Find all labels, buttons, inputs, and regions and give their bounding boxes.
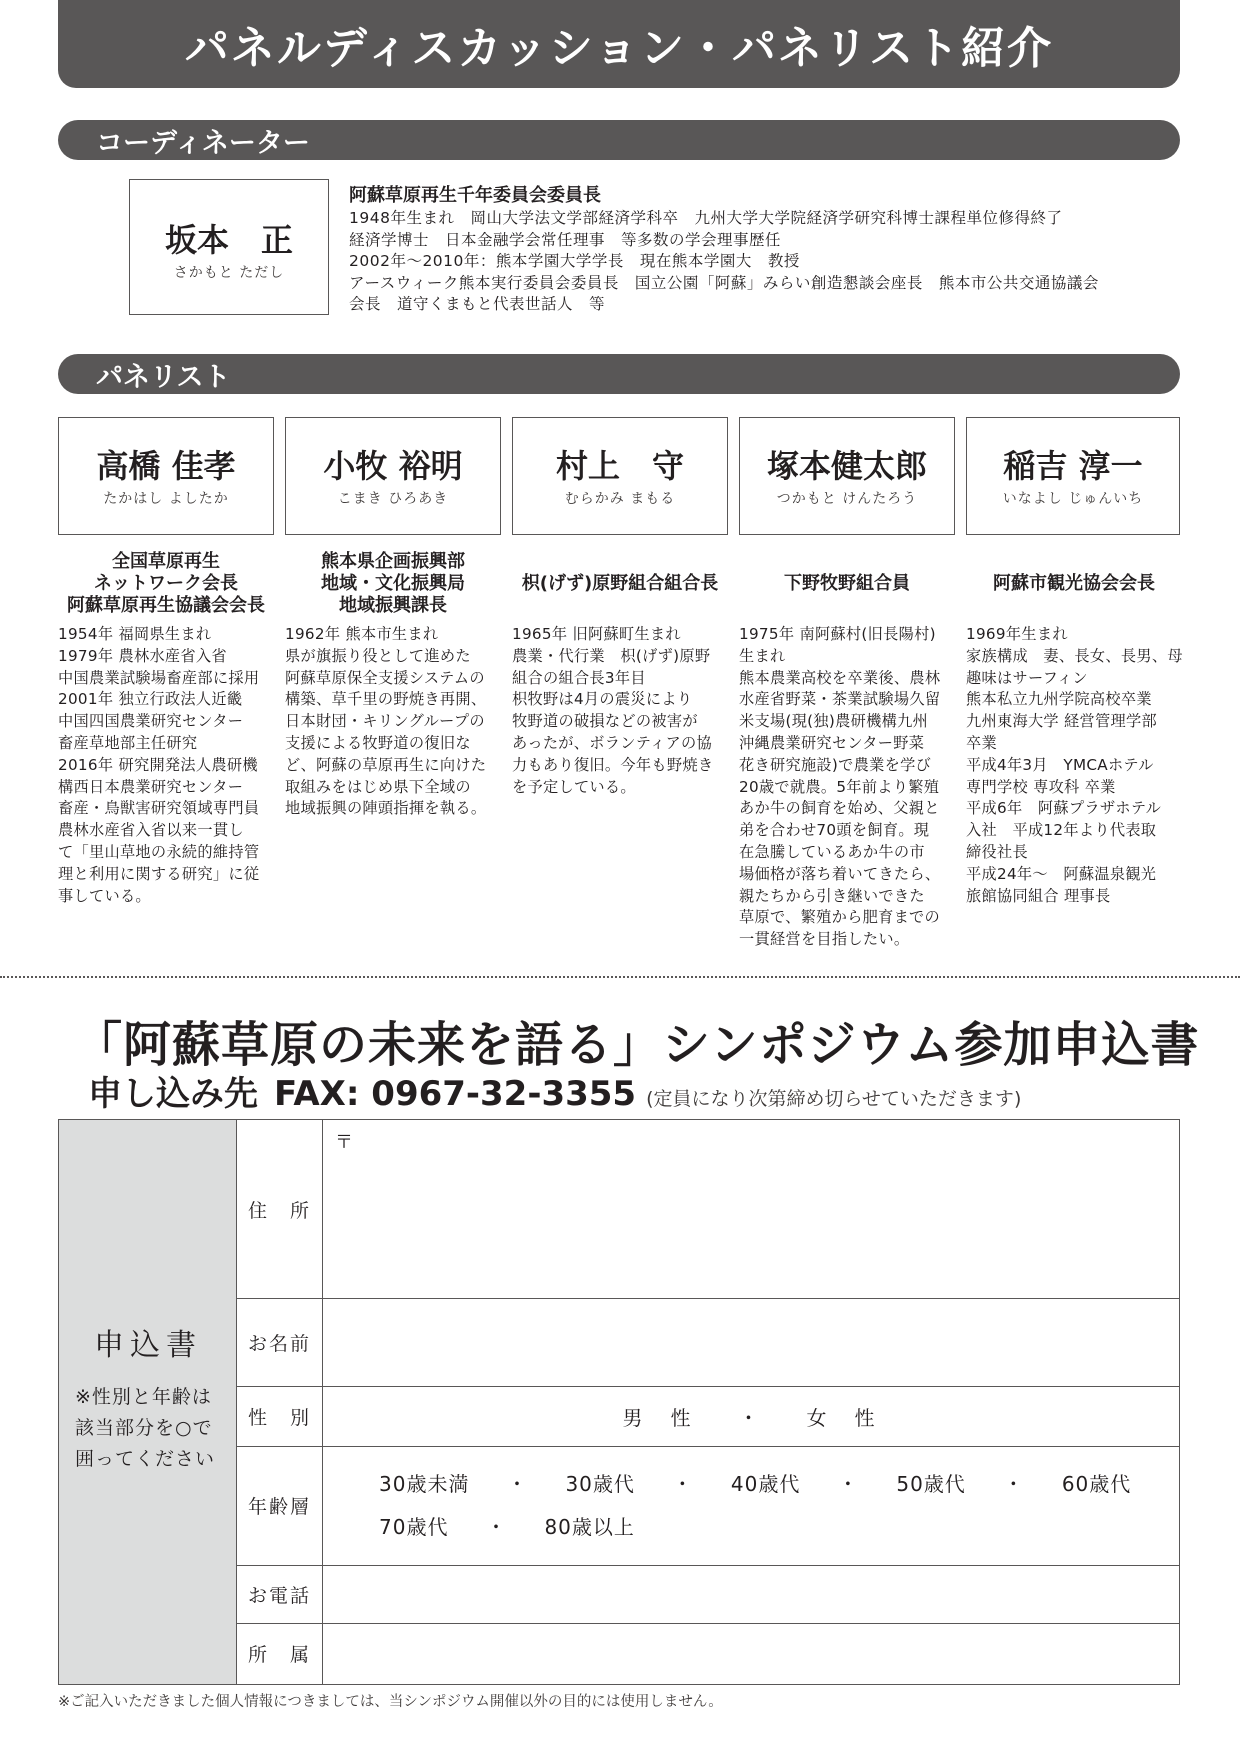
- bio-line: 旅館協同組合 理事長: [966, 886, 1111, 905]
- bio-line: 畜産・鳥獣害研究領域専門員: [58, 799, 260, 818]
- age-options-row: [379, 1468, 1131, 1497]
- affiliation-label: 所 属: [247, 1644, 311, 1666]
- bio-line: 趣味はサーフィン: [966, 668, 1088, 687]
- bio-line: て「里山草地の永続的維持管: [58, 842, 260, 861]
- panelist-bio: [512, 624, 728, 798]
- coordinator-bio-line: アースウィーク熊本実行委員会委員長 国立公園「阿蘇」みらい創造懇談会座長 熊本市公共交通協議会: [349, 273, 1099, 292]
- postal-mark: 〒: [335, 1132, 353, 1153]
- panelist-name-card: [58, 417, 274, 535]
- coordinator-bio-line: 2002年〜2010年：熊本学園大学学長 現在熊本学園大 教授: [349, 252, 800, 270]
- bio-line: 水産省野菜・茶業試験場久留: [739, 690, 941, 709]
- bio-line: 場価格が落ち着いてきたら、: [739, 864, 941, 883]
- bio-line: 平成24年〜 阿蘇温泉観光: [966, 864, 1157, 883]
- bio-line: 入社 平成12年より代表取: [966, 821, 1157, 840]
- coordinator-name-card: [129, 179, 329, 315]
- age-option[interactable]: 40歳代: [730, 1472, 801, 1496]
- bio-line: 構築、草千里の野焼き再開、: [285, 690, 487, 709]
- form-title: 「阿蘇草原の未来を語る」シンポジウム参加申込書: [74, 1017, 1200, 1073]
- panelist-reading: むらかみ まもる: [564, 491, 676, 507]
- coordinator-bio-line: 会長 道守くまもと代表世話人 等: [349, 295, 606, 313]
- bio-line: 家族構成 妻、長女、長男、母: [966, 646, 1183, 665]
- phone-label: お電話: [247, 1584, 311, 1607]
- panelist-role-line: 全国草原再生: [112, 551, 220, 572]
- bio-line: あか牛の飼育を始め、父親と: [739, 799, 940, 818]
- bio-line: 20歳で就農。5年前より繁殖: [739, 777, 940, 796]
- bio-line: あったが、ボランティアの協: [512, 733, 712, 752]
- panelist-name: 高橋 佳孝: [96, 447, 236, 485]
- age-separator: ・: [1003, 1472, 1025, 1496]
- bio-line: 平成4年3月 YMCAホテル: [966, 755, 1154, 774]
- bio-line: 草原で、繁殖から肥育までの: [739, 908, 941, 927]
- coordinator-name: 坂本 正: [164, 221, 293, 259]
- panelist-name: 村上 守: [555, 447, 684, 485]
- age-option[interactable]: 30歳未満: [379, 1472, 470, 1496]
- bio-line: 熊本私立九州学院高校卒業: [966, 690, 1152, 709]
- bio-line: 県が旗振り役として進めた: [285, 646, 471, 665]
- address-label: 住 所: [247, 1199, 311, 1222]
- bio-line: 牧野道の破損などの被害が: [512, 712, 698, 731]
- bio-line: 2016年 研究開発法人農研機: [58, 755, 258, 774]
- bio-line: 1965年 旧阿蘇町生まれ: [512, 625, 681, 643]
- bio-line: 1979年 農林水産省入省: [58, 646, 227, 665]
- form-side-title: 申込書: [94, 1328, 202, 1363]
- panelist-reading: いなよし じゅんいち: [1002, 491, 1144, 507]
- panelist-name-card: [739, 417, 955, 535]
- panelist-heading: パネリスト: [58, 354, 1180, 394]
- bio-line: 専門学校 専攻科 卒業: [966, 777, 1116, 796]
- panelist-name: 塚本健太郎: [766, 447, 927, 485]
- panelist-name: 小牧 裕明: [323, 447, 463, 485]
- age-label: 年齢層: [247, 1496, 311, 1518]
- row-divider: [237, 1446, 1179, 1447]
- panelist-role: [966, 548, 1182, 620]
- bio-line: 事している。: [58, 886, 151, 905]
- bio-line: 締役社長: [966, 842, 1028, 861]
- coordinator-role: 阿蘇草原再生千年委員会委員長: [349, 185, 601, 206]
- name-field[interactable]: [323, 1298, 1179, 1386]
- bio-line: 生まれ: [739, 646, 786, 665]
- bio-line: を予定している。: [512, 777, 636, 796]
- bio-line: 米支場(現(独)農研機構九州: [739, 712, 929, 731]
- phone-field[interactable]: [323, 1565, 1179, 1623]
- bio-line: 中国四国農業研究センター: [58, 712, 244, 731]
- panelist-role-line: ネットワーク会長: [94, 573, 238, 594]
- panelist-name-card: [512, 417, 728, 535]
- name-label: お名前: [247, 1332, 311, 1355]
- bio-line: 1969年生まれ: [966, 625, 1068, 643]
- age-option[interactable]: 60歳代: [1061, 1472, 1132, 1496]
- panelist-role-line: 下野牧野組合員: [784, 573, 910, 594]
- coordinator-bio-line: 1948年生まれ 岡山大学法文学部経済学科卒 九州大学大学院経済学研究科博士課程単位修得終了: [349, 209, 1063, 227]
- bio-line: 熊本農業高校を卒業後、農林: [739, 668, 941, 687]
- bio-line: 理と利用に関する研究」に従: [58, 864, 260, 883]
- address-field[interactable]: [323, 1120, 1179, 1298]
- age-option[interactable]: 30歳代: [565, 1472, 635, 1496]
- panelist-name-card: [285, 417, 501, 535]
- panelist-role-line: 阿蘇市観光協会会長: [993, 573, 1155, 594]
- form-side-instruction: [75, 1382, 231, 1475]
- application-form: [58, 1119, 1180, 1685]
- bio-line: 取組みをはじめ県下全域の: [285, 777, 471, 796]
- panelist-name: 稲吉 淳一: [1003, 447, 1143, 485]
- age-separator: ・: [506, 1472, 528, 1496]
- bio-line: 花き研究施設)で農業を学び: [739, 755, 932, 774]
- bio-line: 中国農業試験場畜産部に採用: [58, 668, 260, 687]
- bio-line: 地域振興の陣頭指揮を執る。: [285, 799, 487, 818]
- fax-number: FAX: 0967-32-3355: [274, 1074, 637, 1114]
- bio-line: 1975年 南阿蘇村(旧長陽村): [739, 625, 936, 643]
- bio-line: 2001年 独立行政法人近畿: [58, 690, 243, 709]
- panelist-role-line: 熊本県企画振興部: [321, 551, 465, 572]
- panelist-role-line: 地域・文化振興局: [321, 573, 465, 594]
- panelist-bio: [58, 624, 274, 907]
- age-separator: ・: [485, 1515, 507, 1539]
- bio-line: ど、阿蘇の草原再生に向けた: [285, 755, 487, 774]
- panelist-reading: つかもと けんたろう: [776, 491, 918, 507]
- panelist-role: [739, 548, 955, 620]
- coordinator-bio-line: 経済学博士 日本金融学会常任理事 等多数の学会理事歴任: [349, 230, 782, 249]
- instruction-line: 囲ってください: [75, 1448, 216, 1470]
- age-options-row: [379, 1511, 635, 1540]
- bio-line: 1962年 熊本市生まれ: [285, 625, 439, 643]
- coordinator-reading: さかもと ただし: [173, 265, 285, 281]
- bio-line: 在急騰しているあか牛の市: [739, 842, 925, 861]
- gender-options: [322, 1386, 1179, 1446]
- age-option[interactable]: 80歳以上: [544, 1515, 635, 1539]
- bio-line: 卒業: [966, 733, 997, 752]
- fax-line: [88, 1066, 1021, 1115]
- bio-line: 1954年 福岡県生まれ: [58, 625, 212, 643]
- panelist-bio: [739, 624, 955, 951]
- affiliation-field[interactable]: [323, 1623, 1179, 1684]
- panelist-role: [285, 548, 501, 620]
- age-separator: ・: [672, 1472, 694, 1496]
- panelist-name-card: [966, 417, 1180, 535]
- bio-line: 平成6年 阿蘇プラザホテル: [966, 799, 1162, 818]
- page-title: パネルディスカッション・パネリスト紹介: [58, 0, 1180, 88]
- bio-line: 畜産草地部主任研究: [58, 733, 198, 752]
- bio-line: 親たちから引き継いできた: [739, 886, 925, 905]
- bio-line: 弟を合わせ70頭を飼育。現: [739, 821, 930, 840]
- panelist-reading: たかはし よしたか: [103, 491, 229, 507]
- fax-note: (定員になり次第締め切らせていただきます): [646, 1088, 1022, 1110]
- bio-line: 枳牧野は4月の震災により: [512, 690, 693, 709]
- gender-option-male[interactable]: 男 性: [622, 1405, 695, 1430]
- panelist-bio: [285, 624, 501, 820]
- bio-line: 阿蘇草原保全支援システムの: [285, 668, 485, 687]
- instruction-line: 該当部分を○で: [75, 1417, 213, 1439]
- coordinator-heading: コーディネーター: [58, 120, 1180, 160]
- gender-label: 性 別: [247, 1406, 311, 1429]
- age-option[interactable]: 50歳代: [896, 1472, 966, 1496]
- gender-option-female[interactable]: 女 性: [806, 1405, 879, 1430]
- age-option[interactable]: 70歳代: [379, 1515, 449, 1539]
- bio-line: 組合の組合長3年目: [512, 668, 646, 687]
- panelist-role-line: 阿蘇草原再生協議会会長: [67, 595, 265, 616]
- bio-line: 九州東海大学 経営管理学部: [966, 712, 1157, 731]
- age-separator: ・: [837, 1472, 859, 1496]
- bio-line: 力もあり復旧。今年も野焼き: [512, 755, 714, 774]
- bio-line: 構西日本農業研究センター: [58, 777, 244, 796]
- bio-line: 沖縄農業研究センター野菜: [739, 733, 925, 752]
- cut-line: [0, 976, 1240, 978]
- bio-line: 支援による牧野道の復旧な: [285, 733, 471, 752]
- instruction-line: ※性別と年齢は: [75, 1386, 212, 1408]
- form-side-column: [59, 1120, 237, 1684]
- panelist-reading: こまき ひろあき: [337, 491, 449, 507]
- panelist-role: [58, 548, 274, 620]
- privacy-note: ※ご記入いただきました個人情報につきましては、当シンポジウム開催以外の目的には使用しません。: [58, 1694, 723, 1710]
- panelist-role: [512, 548, 728, 620]
- bio-line: 農林水産省入省以来一貫し: [58, 821, 244, 840]
- application-destination: 申し込み先: [88, 1074, 258, 1114]
- panelist-role-line: 地域振興課長: [339, 595, 447, 616]
- panelist-role-line: 枳(げず)原野組合組合長: [521, 573, 719, 594]
- bio-line: 一貫経営を目指したい。: [739, 930, 910, 949]
- bio-line: 農業・代行業 枳(げず)原野: [512, 646, 711, 665]
- panelist-bio: [966, 624, 1182, 907]
- gender-separator: ・: [738, 1405, 763, 1430]
- bio-line: 日本財団・キリングループの: [285, 712, 485, 731]
- coordinator-bio: [349, 208, 1159, 316]
